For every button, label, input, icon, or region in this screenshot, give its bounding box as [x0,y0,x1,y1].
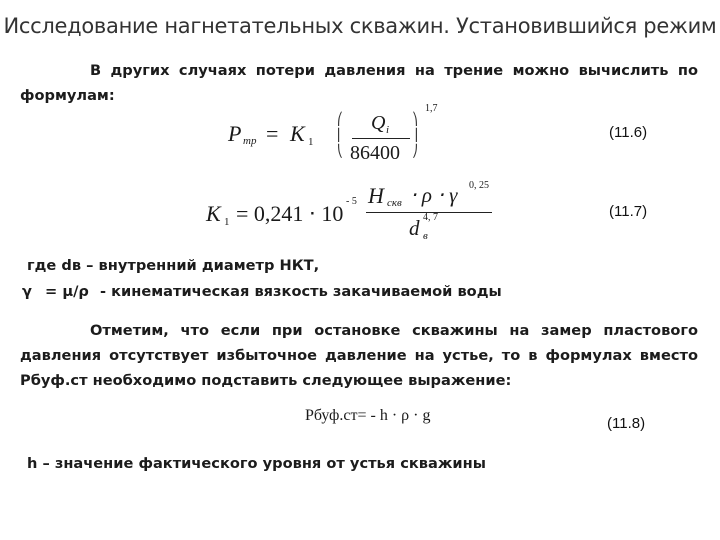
formula-denominator: 86400 [350,142,400,164]
equation-number-11-8: (11.8) [607,415,646,432]
gamma-symbol: γ [22,283,32,300]
numerator-H: H [368,183,384,208]
right-bracket-icon: ⎞ ⎟ ⎠ [412,112,418,158]
formula-lhs: P [228,121,242,146]
fraction-bar [352,138,410,139]
note-kinematic-viscosity [22,283,502,300]
numerator-rest: ⋅ ρ ⋅ γ [410,183,458,207]
denominator-subscript: в [423,230,428,242]
formula-coefficient-subscript: 1 [308,136,314,148]
formula-lhs: K [206,201,221,226]
viscosity-equation: = μ/ρ [45,283,89,300]
page-title: Исследование нагнетательных скважин. Установившийся режим [3,14,717,38]
formula-rhs: = 0,241 ⋅ 10 [236,201,344,226]
numerator-exponent: 0, 25 [469,180,489,191]
formula-numerator-subscript: i [386,124,390,136]
formula-exponent: 1,7 [425,103,438,114]
formula-lhs-subscript: 1 [224,216,230,228]
formula-equals: = [266,121,279,146]
formula-power: - 5 [346,196,357,207]
note-inner-diameter: где dв – внутренний диаметр НКТ, [27,257,320,274]
equation-number-11-7: (11.7) [609,203,648,220]
denominator-d: d [409,216,420,240]
denominator-exponent: 4, 7 [423,212,438,223]
numerator-H-subscript: скв [387,197,402,209]
intro-paragraph: В других случаях потери давления на трение можно вычислить по формулам: [20,62,698,104]
formula-lhs-subscript: тр [243,135,257,147]
equation-number-11-6: (11.6) [609,124,648,141]
viscosity-description: - кинематическая вязкость закачиваемой воды [99,283,502,300]
formula-11-8: Рбуф.ст= - h · ρ · g [305,407,431,424]
condition-paragraph: Отметим, что если при остановке скважины на замер пластового давления отсутствует избыточное давление на устье, то в формулах вместо Рбуф.ст необходимо подставить следующее выражение: [20,322,698,389]
left-bracket-icon: ⎛ ⎜ ⎝ [337,112,343,158]
footer-note: h – значение фактического уровня от устья скважины [27,455,486,472]
formula-coefficient: K [290,121,305,146]
formula-numerator: Q [371,112,386,134]
